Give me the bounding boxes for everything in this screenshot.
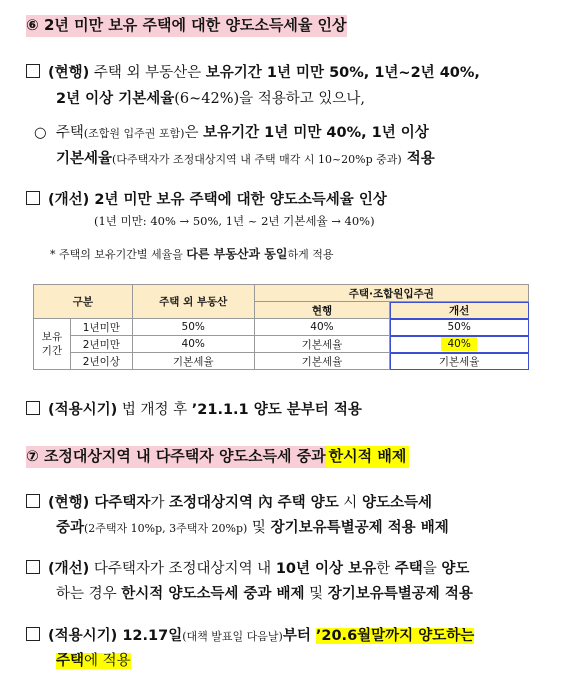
section-6-number: ⑥ <box>26 16 39 34</box>
section-7-number: ⑦ <box>26 447 39 465</box>
section-7-highlight: 한시적 배제 <box>326 446 410 468</box>
header-category: 구분 <box>34 285 133 319</box>
header-improved: 개선 <box>390 302 529 319</box>
tax-rate-table <box>33 284 529 370</box>
table-row: 보유 기간 1년미만 50% 40% 50% <box>34 319 529 336</box>
timing-6-line: (적용시기) 법 개정 후 ’21.1.1 양도 분부터 적용 <box>26 398 362 419</box>
current-7-line-2: 중과(2주택자 10%p, 3주택자 20%p) 및 장기보유특별공제 적용 배제 <box>56 520 449 536</box>
checkbox-square-icon <box>26 494 40 508</box>
timing-7-line-2: 주택에 적용 <box>56 653 131 669</box>
improve-7-line-1: (개선) 다주택자가 조정대상지역 내 10년 이상 보유한 주택을 양도 <box>26 557 469 578</box>
current-line-2: 2년 이상 기본세율(6~42%)을 적용하고 있으나, <box>56 91 366 107</box>
circle-bullet-icon: ○ <box>34 125 47 141</box>
note-line: * 주택의 보유기간별 세율을 다른 부동산과 동일하게 적용 <box>50 247 334 261</box>
checkbox-square-icon <box>26 560 40 574</box>
sub-bullet-line-1: ○ 주택(조합원 입주권 포함)은 보유기간 1년 미만 40%, 1년 이상 <box>34 125 429 141</box>
row-group-label: 보유 기간 <box>34 319 71 370</box>
header-non-house: 주택 외 부동산 <box>132 285 254 319</box>
table-row: 2년이상 기본세율 기본세율 기본세율 <box>34 353 529 370</box>
checkbox-square-icon <box>26 401 40 415</box>
current-7-line-1: (현행) 다주택자가 조정대상지역 內 주택 양도 시 양도소득세 <box>26 491 432 512</box>
header-house: 주택·조합원입주권 <box>254 285 528 302</box>
improve-line: (개선) 2년 미만 보유 주택에 대한 양도소득세율 인상 <box>26 188 387 209</box>
checkbox-square-icon <box>26 627 40 641</box>
section-7-title: 조정대상지역 내 다주택자 양도소득세 중과 <box>43 447 326 465</box>
timing-7-line-1: (적용시기) 12.17일(대책 발표일 다음날)부터 ’20.6월말까지 양도하는 <box>26 624 474 645</box>
sub-bullet-line-2: 기본세율(다주택자가 조정대상지역 내 주택 매각 시 10~20%p 중과) 적용 <box>56 151 435 167</box>
section-7-heading <box>26 445 409 466</box>
checkbox-square-icon <box>26 64 40 78</box>
table-row: 2년미만 40% 기본세율 40% <box>34 336 529 353</box>
checkbox-square-icon <box>26 191 40 205</box>
improve-7-line-2: 하는 경우 한시적 양도소득세 중과 배제 및 장기보유특별공제 적용 <box>56 586 473 602</box>
section-6-heading <box>26 14 347 35</box>
current-line-1: (현행) 주택 외 부동산은 보유기간 1년 미만 50%, 1년~2년 40%, <box>26 61 480 82</box>
section-6-title: 2년 미만 보유 주택에 대한 양도소득세율 인상 <box>43 16 347 34</box>
improve-detail: (1년 미만: 40% → 50%, 1년 ~ 2년 기본세율 → 40%) <box>94 214 375 228</box>
header-current: 현행 <box>254 302 390 319</box>
